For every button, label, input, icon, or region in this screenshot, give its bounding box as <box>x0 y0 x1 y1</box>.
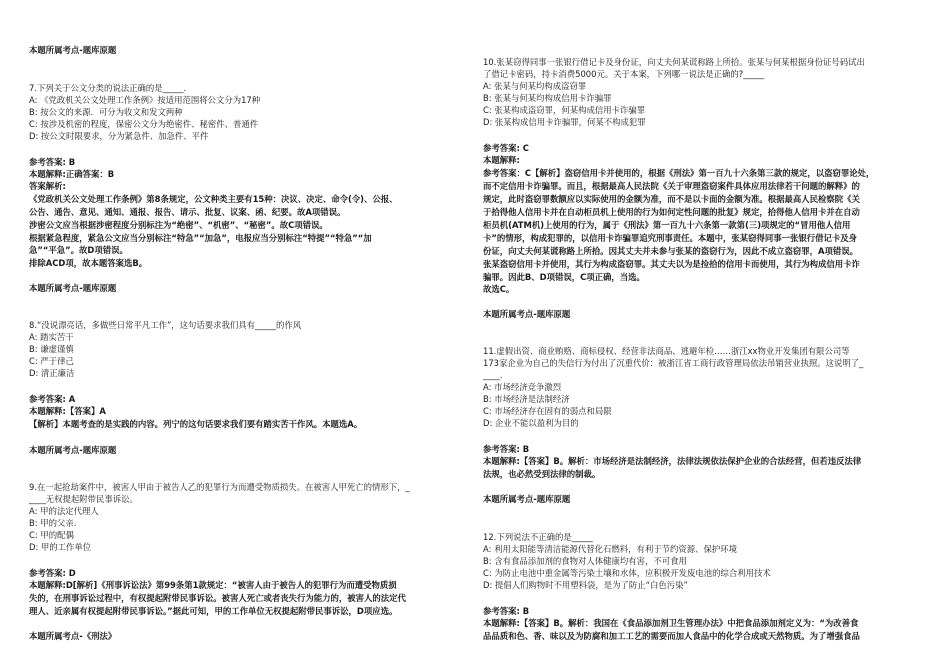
question-text-line: 了借记卡密码，持卡消费5000元。关于本案，下列哪一说法是正确的?_____ <box>483 69 765 79</box>
answer-text-line: 本题所属考点-题库原题 <box>483 494 571 504</box>
answer-text-line: 本题所属考点-题库原题 <box>483 309 571 319</box>
answer-text-line: 柜员机(ATM机)上使用的行为，属于《刑法》第一百九十六条第一款第(三)项规定的“冒用他人信用 <box>483 220 851 230</box>
answer-text-line: 本题解释:正确答案：B <box>29 169 115 179</box>
question-text-line: 11.虚假出资、商业贿赂、商标侵权、经营非法商品、逃避年检……浙江xx物业开发集团有限公司等 <box>483 346 850 356</box>
question-text-line: D: 张某构成信用卡诈骗罪，何某不构成犯罪 <box>483 117 646 127</box>
answer-text-line: 本题解释:【答案】B。解析：我国在《食品添加剂卫生管理办法》中把食品添加剂定义为：“为改善食 <box>483 618 859 628</box>
answer-text-line: 份证，向丈夫何某谎称路上所拾。因其丈夫并未参与张某的盗窃行为，因此不成立盗窃罪，A项错误。 <box>483 246 858 256</box>
question-text-line: 9.在一起抢劫案件中，被害人甲由于被告人乙的犯罪行为而遭受物质损失。在被害人甲死亡的情形下，_ <box>29 482 410 492</box>
question-text-line: ____. <box>483 370 503 380</box>
answer-text-line: 本题所属考点-题库原题 <box>29 45 117 55</box>
answer-text-line: 卡”的情形，构成犯罪的，以信用卡诈骗罪追究刑事责任。本题中，张某窃得同事一张银行借记卡及身 <box>483 233 858 243</box>
answer-text-line: 失的，在刑事诉讼过程中，有权提起附带民事诉讼。被害人死亡或者丧失行为能力的，被害人的法定代 <box>29 593 406 603</box>
question-text-line: C: 市场经济存在固有的弱点和局限 <box>483 406 612 416</box>
answer-text-line: 本题解释:【答案】B。解析：市场经济是法制经济，法律法规依法保护企业的合法经营，但若违反法律 <box>483 456 862 466</box>
answer-text-line: 参考答案: B <box>483 606 530 616</box>
question-text-line: B: 按公文的来源．可分为收文和发文两种 <box>29 107 183 117</box>
question-text-line: D: 清正廉洁 <box>29 368 75 378</box>
answer-text-line: 规定，此时盗窃罪数额应以实际使用的金额为准，而不是以卡面的金额为准。根据最高人民检察院《关 <box>483 194 860 204</box>
question-text-line: B: 张某与何某均构成信用卡诈骗罪 <box>483 93 612 103</box>
question-text-line: A: 甲的法定代理人 <box>29 506 99 516</box>
question-text-line: B: 市场经济是法制经济 <box>483 394 570 404</box>
answer-text-line: 公告、通告、意见、通知、通报、报告、请示、批复、议案、函、纪要。故A项错误。 <box>29 207 346 217</box>
answer-text-line: 【解析】本题考查的是实践的内容。列宁的这句话要求我们要有踏实苦干作风。本题选A。 <box>29 419 363 429</box>
answer-text-line: 而不定信用卡诈骗罪。而且，根据最高人民法院《关于审理盗窃案件具体应用法律若干问题的解释》的 <box>483 181 860 191</box>
answer-text-line: 参考答案: B <box>483 444 530 454</box>
answer-text-line: 涉密公文应当根据涉密程度分别标注为“绝密”、“机密”、“秘密”。故C项错误。 <box>29 220 328 230</box>
answer-text-line: 张某盗窃信用卡并使用，其行为构成盗窃罪。其丈夫以为是捡拾的信用卡而使用，其行为构成信用卡诈 <box>483 259 860 269</box>
question-text-line: C: 为防止电池中重金属等污染土壤和水体，应积极开发废电池的综合利用技术 <box>483 568 771 578</box>
answer-text-line: 于拾得他人信用卡并在自动柜员机上使用的行为如何定性问题的批复》规定，拾得他人信用卡并在自动 <box>483 207 860 217</box>
answer-text-line: 急”“平急”。故D项错误。 <box>29 245 128 255</box>
question-text-line: ____无权提起附带民事诉讼。 <box>29 494 138 504</box>
question-text-line: C: 按涉及机密的程度，保密公文分为绝密件、秘密件、普通件 <box>29 119 259 129</box>
question-text-line: D: 企业不能以盈利为目的 <box>483 418 579 428</box>
question-text-line: A: 《党政机关公文处理工作条例》按适用范围将公文分为17种 <box>29 95 261 105</box>
answer-text-line: 参考答案：C【解析】盗窃信用卡并使用的，根据《刑法》第一百九十六条第三款的规定，以盗窃罪论处， <box>483 168 875 178</box>
answer-text-line: 本题解释:D[解析]《刑事诉讼法》第99条第1款规定：“被害人由于被告人的犯罪行为而遭受物质损 <box>29 580 397 590</box>
question-text-line: C: 严于律己 <box>29 356 74 366</box>
question-text-line: B: 含有食品添加剂的食物对人体健康均有害，不可食用 <box>483 556 687 566</box>
answer-text-line: 参考答案: A <box>29 394 76 404</box>
answer-text-line: 本题解释:【答案】A <box>29 406 106 416</box>
answer-text-line: 本题所属考点-《刑法》 <box>29 631 117 641</box>
answer-text-line: 根据紧急程度，紧急公文应当分别标注“特急”“加急”，电报应当分别标注“特提”“特急”“加 <box>29 233 372 243</box>
question-text-line: C: 张某构成盗窃罪，何某构成信用卡诈骗罪 <box>483 105 646 115</box>
question-text-line: 10.张某窃得同事一张银行借记卡及身份证，向丈夫何某谎称路上所拾。张某与何某根据身份证号码试出 <box>483 57 865 67</box>
answer-text-line: 骗罪。因此B、D项错误，C项正确，当选。 <box>483 272 645 282</box>
question-text-line: C: 甲的配偶 <box>29 530 74 540</box>
answer-text-line: 参考答案: D <box>29 568 76 578</box>
question-text-line: 7.下列关于公文分类的说法正确的是_____. <box>29 83 187 93</box>
answer-text-line: 排除ACD项，故本题答案选B。 <box>29 258 148 268</box>
question-text-line: A: 踏实苦干 <box>29 332 74 342</box>
question-text-line: D: 甲的工作单位 <box>29 542 92 552</box>
answer-text-line: 法规，也必然受到法律的制裁。 <box>483 469 601 479</box>
question-text-line: B: 谦虚谨慎 <box>29 344 74 354</box>
answer-text-line: 答案解析: <box>29 181 66 191</box>
question-text-line: A: 利用太阳能等清洁能源代替化石燃料，有利于节约资源、保护环境 <box>483 544 737 554</box>
answer-text-line: 本题解释: <box>483 155 520 165</box>
answer-text-line: 参考答案: B <box>29 157 76 167</box>
question-text-line: B: 甲的父亲. <box>29 518 77 528</box>
answer-text-line: 理人、近亲属有权提起附带民事诉讼。”据此可知，甲的工作单位无权提起附带民事诉讼，D项应选。 <box>29 606 398 616</box>
question-text-line: A: 张某与何某均构成盗窃罪 <box>483 81 587 91</box>
question-text-line: D: 提倡人们购物时不用塑料袋，是为了防止“白色污染” <box>483 580 688 590</box>
question-text-line: 8.“没说漂亮话，多做些日常平凡工作”，这句话要求我们具有_____的作风 <box>29 320 302 330</box>
answer-text-line: 本题所属考点-题库原题 <box>29 283 117 293</box>
answer-text-line: 品品质和色、香、味以及为防腐和加工工艺的需要而加人食品中的化学合成或天然物质。为了增强食品 <box>483 631 860 641</box>
question-text-line: 12.下列说法不正确的是_____ <box>483 532 593 542</box>
answer-text-line: 参考答案: C <box>483 143 529 153</box>
question-text-line: D: 按公文时限要求，分为紧急件、加急件、平件 <box>29 131 209 141</box>
question-text-line: A: 市场经济竞争激烈 <box>483 382 562 392</box>
question-text-line: 173家企业为自己的失信行为付出了沉重代价：被浙江省工商行政管理局依法吊销营业执照。这说明了_ <box>483 358 864 368</box>
answer-text-line: 《党政机关公文处理工作条例》第8条规定，公文种类主要有15种：决议、决定、命令(令)、公报、 <box>29 194 398 204</box>
answer-text-line: 故选C。 <box>483 284 515 294</box>
answer-text-line: 本题所属考点-题库原题 <box>29 445 117 455</box>
